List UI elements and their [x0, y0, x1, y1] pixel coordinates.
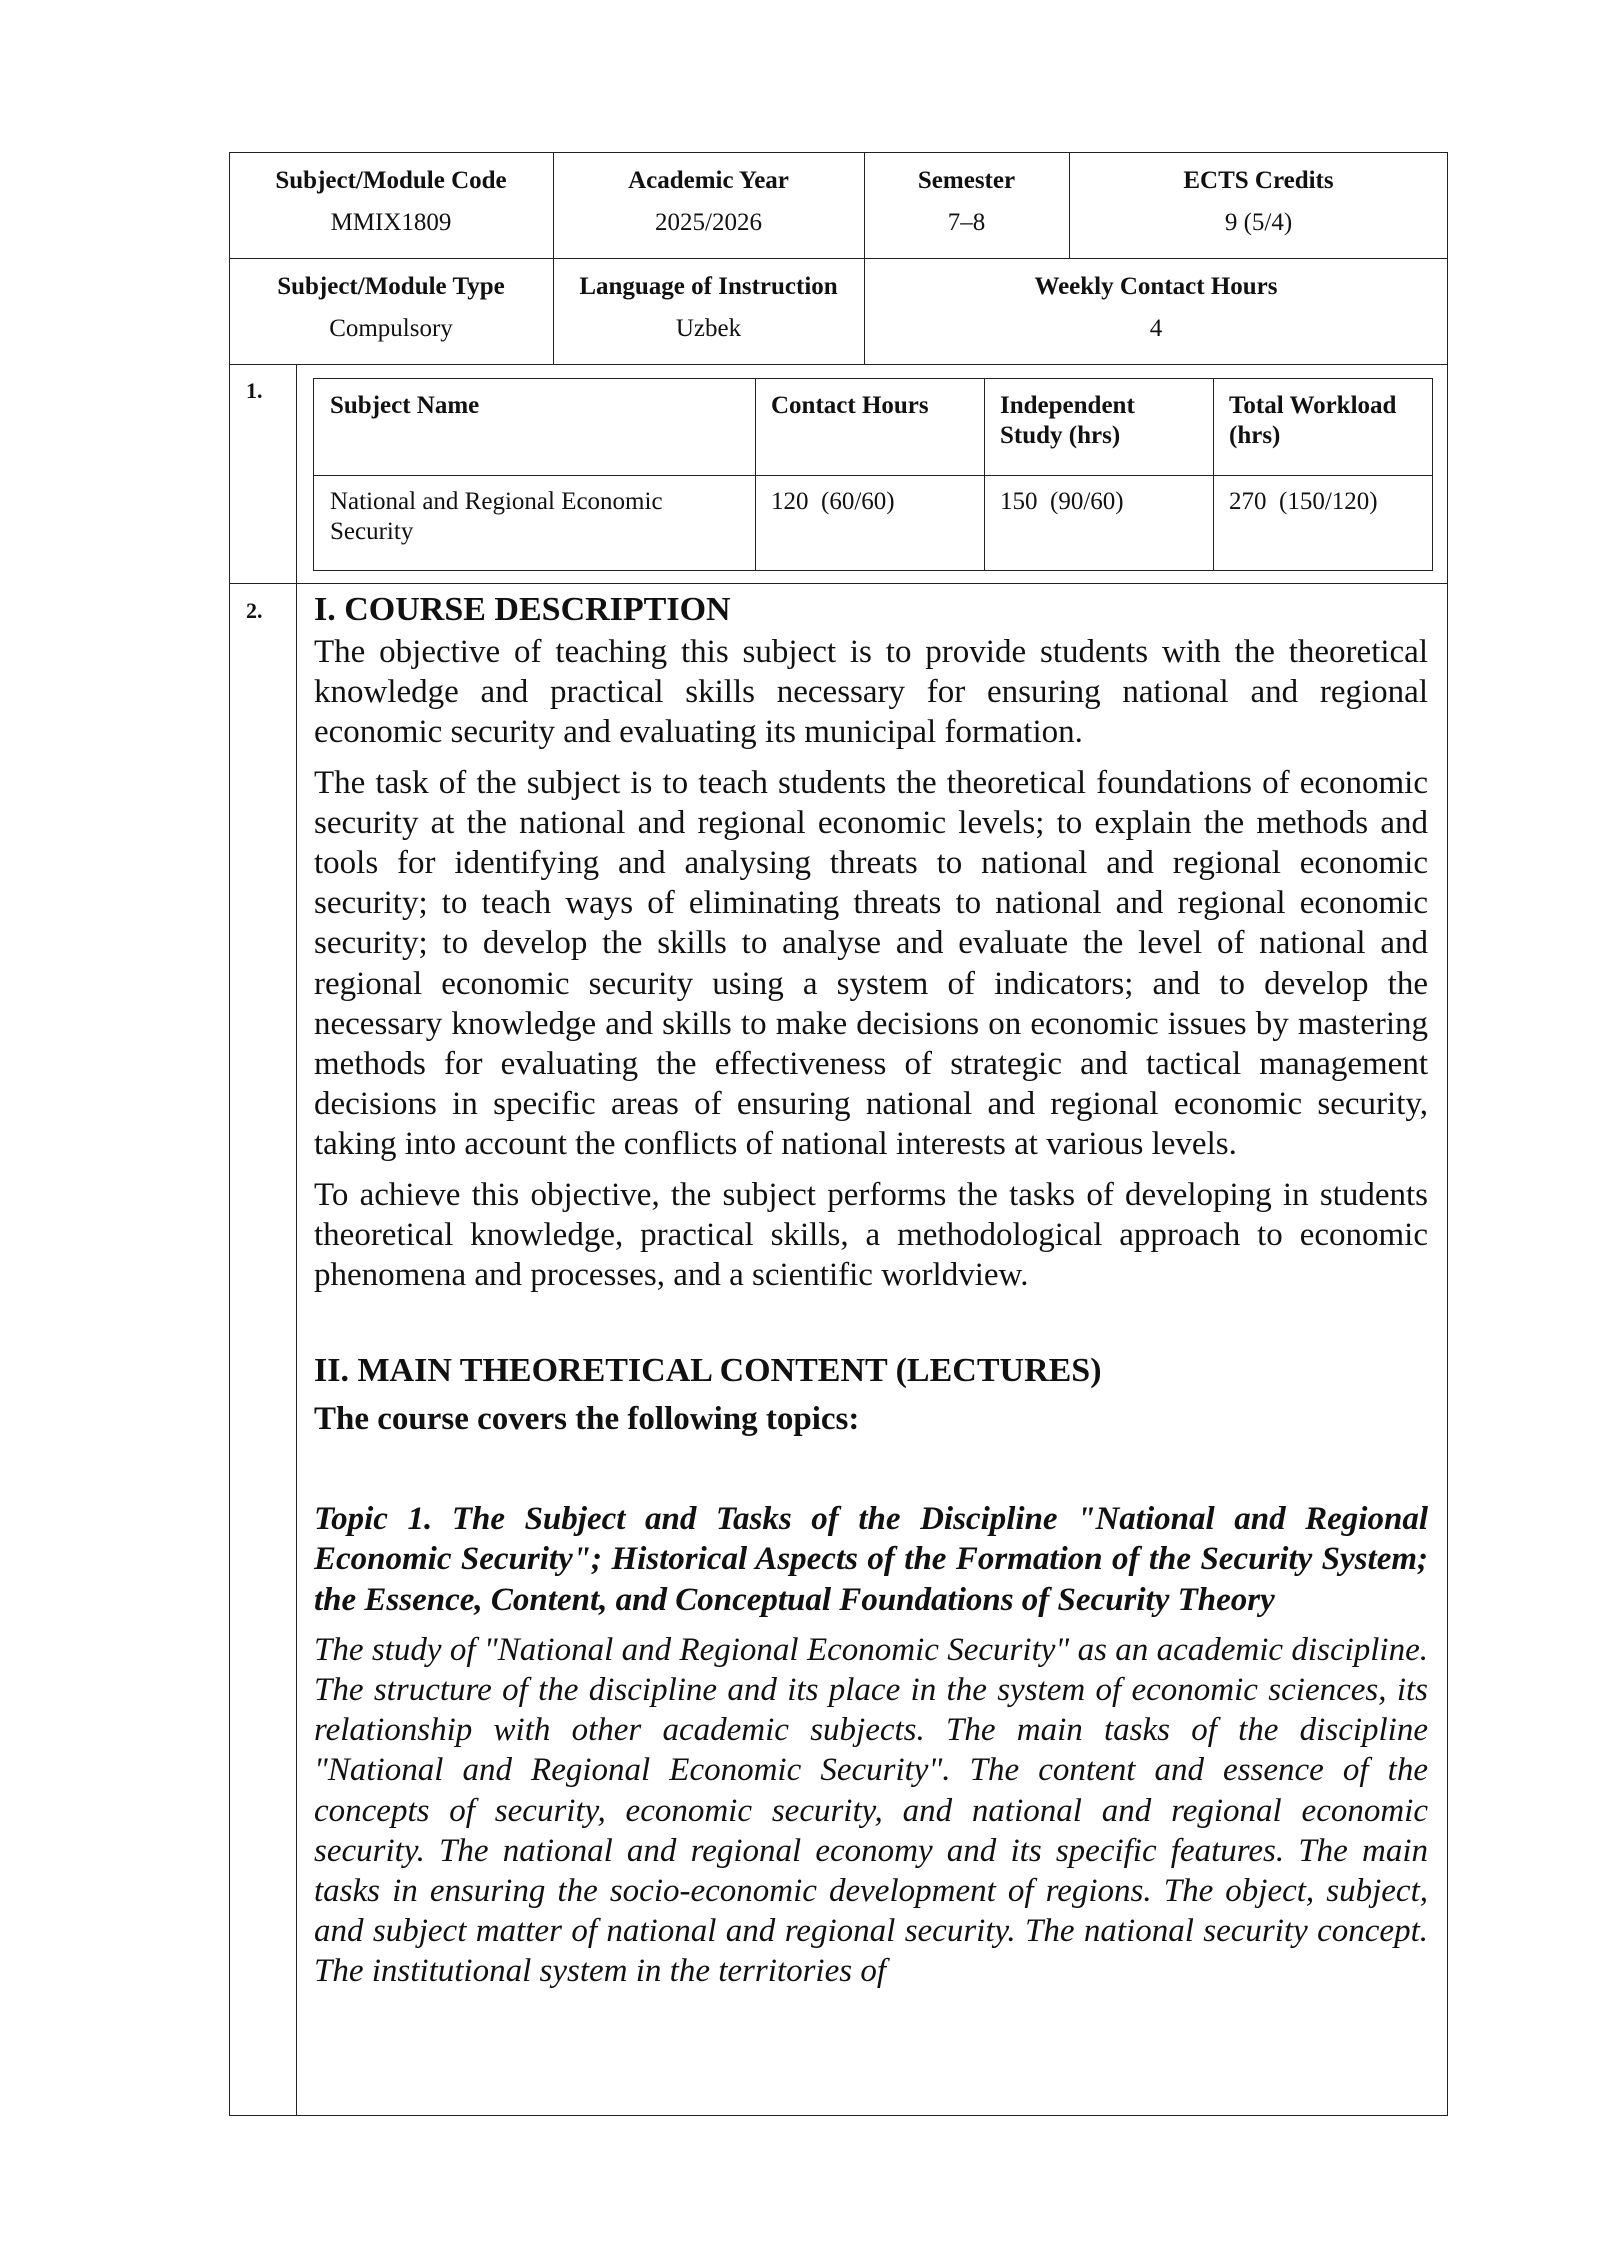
total-workload-header: Total Workload (hrs) — [1229, 392, 1397, 449]
ects-credits-cell — [1069, 160, 1448, 244]
language-label: Language of Instruction — [579, 273, 838, 300]
inner-column-divider — [984, 379, 985, 570]
language-value: Uzbek — [675, 315, 742, 342]
contact-hours-value: 120 (60/60) — [771, 488, 895, 515]
subject-name-value: National and Regional Economic Security — [330, 488, 663, 545]
academic-year-cell — [553, 160, 864, 244]
academic-year-value: 2025/2026 — [655, 209, 762, 236]
row-divider — [229, 364, 1448, 365]
topics-subheading: The course covers the following topics: — [314, 1401, 860, 1438]
section-1-number: 1. — [246, 378, 263, 403]
course-description-heading: I. COURSE DESCRIPTION — [314, 591, 731, 628]
total-workload-value: 270 (150/120) — [1229, 488, 1378, 515]
semester-label: Semester — [917, 167, 1016, 194]
row-divider — [229, 583, 1448, 584]
topic-1-description: The study of "National and Regional Economic Security" as an academic discipline. The structure of the discipline and its place in the system of economic sciences, its relationship with other academic subjects. The main tasks of the discipline "National and Regional Economic Security". The content and essence of the concepts of security, economic security, and national and regional economic security. The national and regional economy and its specific features. The main tasks in ensuring the socio-economic development of regions. The object, subject, and subject matter of national and regional security. The national security concept. The institutional system in the territories of — [314, 1631, 1428, 1990]
main-content-heading: II. MAIN THEORETICAL CONTENT (LECTURES) — [314, 1352, 1102, 1390]
subject-code-label: Subject/Module Code — [275, 167, 507, 194]
language-cell — [553, 266, 864, 350]
row-divider — [229, 258, 1448, 259]
module-type-cell — [229, 266, 553, 350]
achievement-paragraph: To achieve this objective, the subject performs the tasks of developing in students theoretical knowledge, practical skills, a methodological approach to economic phenomena and processes, and a scientific worldview. — [314, 1176, 1428, 1294]
subject-hours-table — [313, 378, 1433, 571]
independent-study-header: Independent Study (hrs) — [1000, 392, 1135, 449]
course-description-section — [314, 588, 1428, 1992]
semester-value: 7–8 — [947, 209, 986, 236]
contact-hours-header: Contact Hours — [771, 392, 929, 419]
subject-name-header: Subject Name — [330, 392, 480, 419]
section-2-number: 2. — [246, 598, 263, 623]
objective-paragraph: The objective of teaching this subject is to provide students with the theoretical knowledge and practical skills necessary for ensuring national and regional economic security and evaluating its municipal formation. — [314, 634, 1428, 751]
number-column-divider — [296, 364, 297, 2116]
ects-credits-value: 9 (5/4) — [1224, 209, 1293, 236]
independent-study-value: 150 (90/60) — [1000, 488, 1124, 515]
academic-year-label: Academic Year — [628, 167, 789, 194]
ects-credits-label: ECTS Credits — [1183, 167, 1334, 194]
inner-column-divider — [1213, 379, 1214, 570]
subject-code-cell — [229, 160, 553, 244]
semester-cell — [864, 160, 1069, 244]
weekly-hours-cell — [864, 266, 1448, 350]
weekly-hours-label: Weekly Contact Hours — [1034, 273, 1278, 300]
topic-1-title: Topic 1. The Subject and Tasks of the Discipline "National and Regional Economic Security"; Historical Aspects of the Formation of the Security System; the Essence, Content, and Conceptual Foundations of Security Theory — [314, 1501, 1428, 1618]
module-type-label: Subject/Module Type — [277, 273, 505, 300]
task-paragraph: The task of the subject is to teach students the theoretical foundations of economic security at the national and regional economic levels; to explain the methods and tools for identifying and analysing threats to national and regional economic security; to teach ways of eliminating threats to national and regional economic security; to develop the skills to analyse and evaluate the level of national and regional economic security using a system of indicators; and to develop the necessary knowledge and skills to make decisions on economic issues by mastering methods for evaluating the effectiveness of strategic and tactical management decisions in specific areas of ensuring national and regional economic security, taking into account the conflicts of national interests at various levels. — [314, 764, 1428, 1163]
subject-code-value: MMIX1809 — [330, 209, 452, 236]
weekly-hours-value: 4 — [1149, 315, 1163, 342]
inner-column-divider — [755, 379, 756, 570]
module-type-value: Compulsory — [329, 315, 453, 342]
inner-row-divider — [314, 475, 1432, 476]
